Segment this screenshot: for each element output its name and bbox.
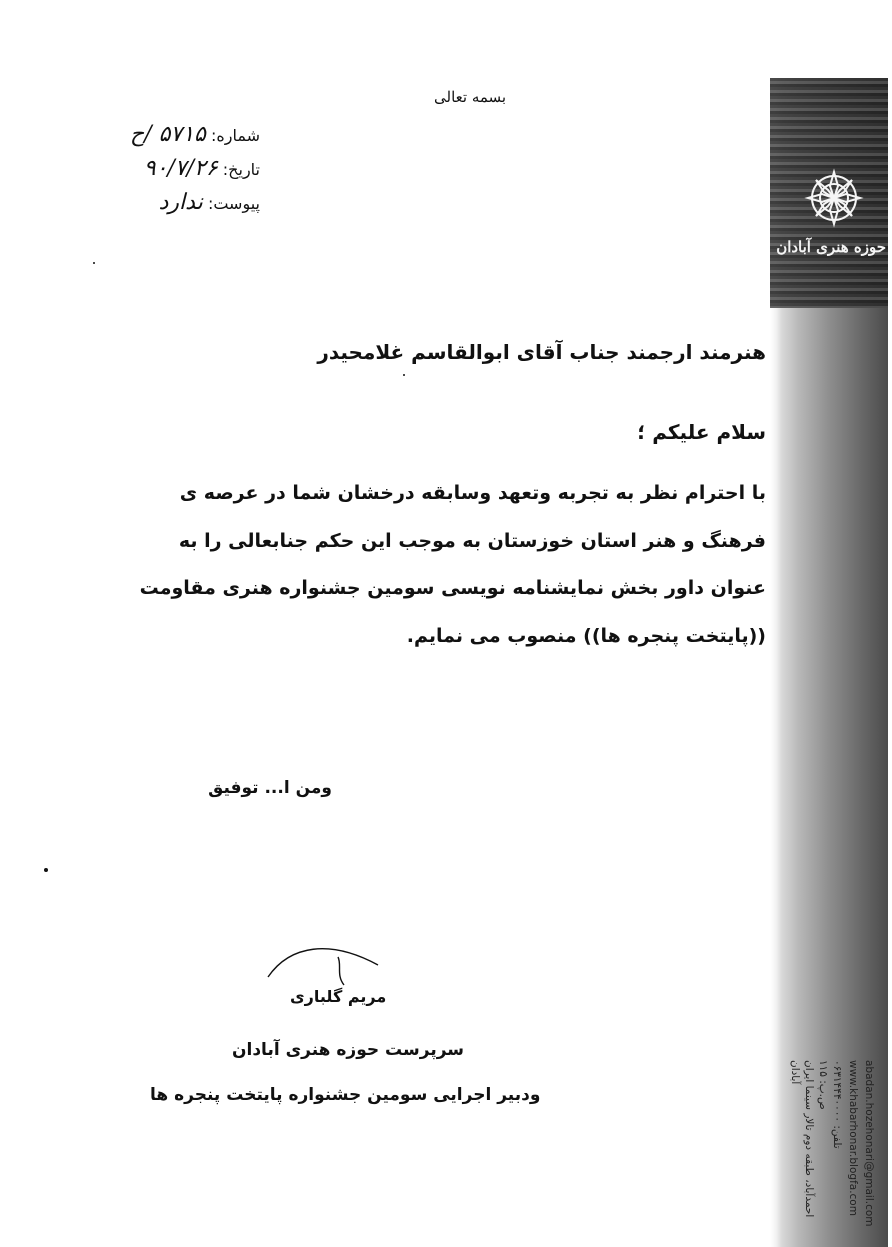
greeting-line: سلام علیکم ؛ [637, 420, 766, 444]
contact-address: احمدآباد، طبقه دوم تالار سینما ایران [803, 1060, 815, 1218]
recipient-line: هنرمند ارجمند جناب آقای ابوالقاسم غلامحیدر [317, 340, 766, 364]
body-line: عنوان داور بخش نمایشنامه نویسی سومین جشنواره هنری مقاومت [139, 577, 766, 599]
body-line: ((پایتخت پنجره ها)) منصوب می نمایم. [406, 625, 766, 647]
scan-speck [44, 868, 48, 872]
letter-number-row [130, 122, 260, 147]
contact-website: www.khabarhonar.blogfa.com [847, 1060, 859, 1216]
letter-date-row [144, 156, 260, 181]
date-label: تاریخ: [222, 160, 260, 179]
handwritten-signature-icon [250, 935, 390, 995]
number-value: ۵۷۱۵ /ح [130, 122, 206, 147]
scan-speck [93, 262, 95, 264]
contact-po-box: ص.پ: ۱۱۵ [817, 1060, 829, 1110]
contact-phone: تلفن: ۰۶۳۱۴۴۴۰۰۰۰ [831, 1060, 843, 1149]
letterhead-logo-text: حوزه هنری آبادان [776, 238, 886, 256]
attachment-value: ندارد [158, 190, 203, 215]
signatory-subtitle: ودبیر اجرایی سومین جشنواره پایتخت پنجره ها [150, 1085, 541, 1105]
closing-line: ومن ا... توفیق [208, 778, 332, 798]
contact-email: abadan.hozehonari@gmail.com [863, 1060, 875, 1227]
bismillah-heading: بسمه تعالی [434, 88, 507, 106]
body-line: با احترام نظر به تجربه وتعهد وسابقه درخشان شما در عرصه ی [179, 482, 766, 504]
scan-speck [403, 374, 405, 376]
letterhead-contact-block [787, 1060, 877, 1240]
attachment-label: پیوست: [207, 194, 260, 213]
signatory-title: سرپرست حوزه هنری آبادان [232, 1040, 464, 1060]
date-value: ۹۰/۷/۲۶ [143, 156, 218, 181]
body-line: فرهنگ و هنر استان خوزستان به موجب این حکم جنابعالی را به [178, 530, 766, 552]
number-label: شماره: [210, 126, 260, 145]
contact-city: آبادان [789, 1060, 801, 1085]
signatory-name: مریم گلباری [290, 987, 387, 1006]
letter-attachment-row [159, 190, 260, 215]
